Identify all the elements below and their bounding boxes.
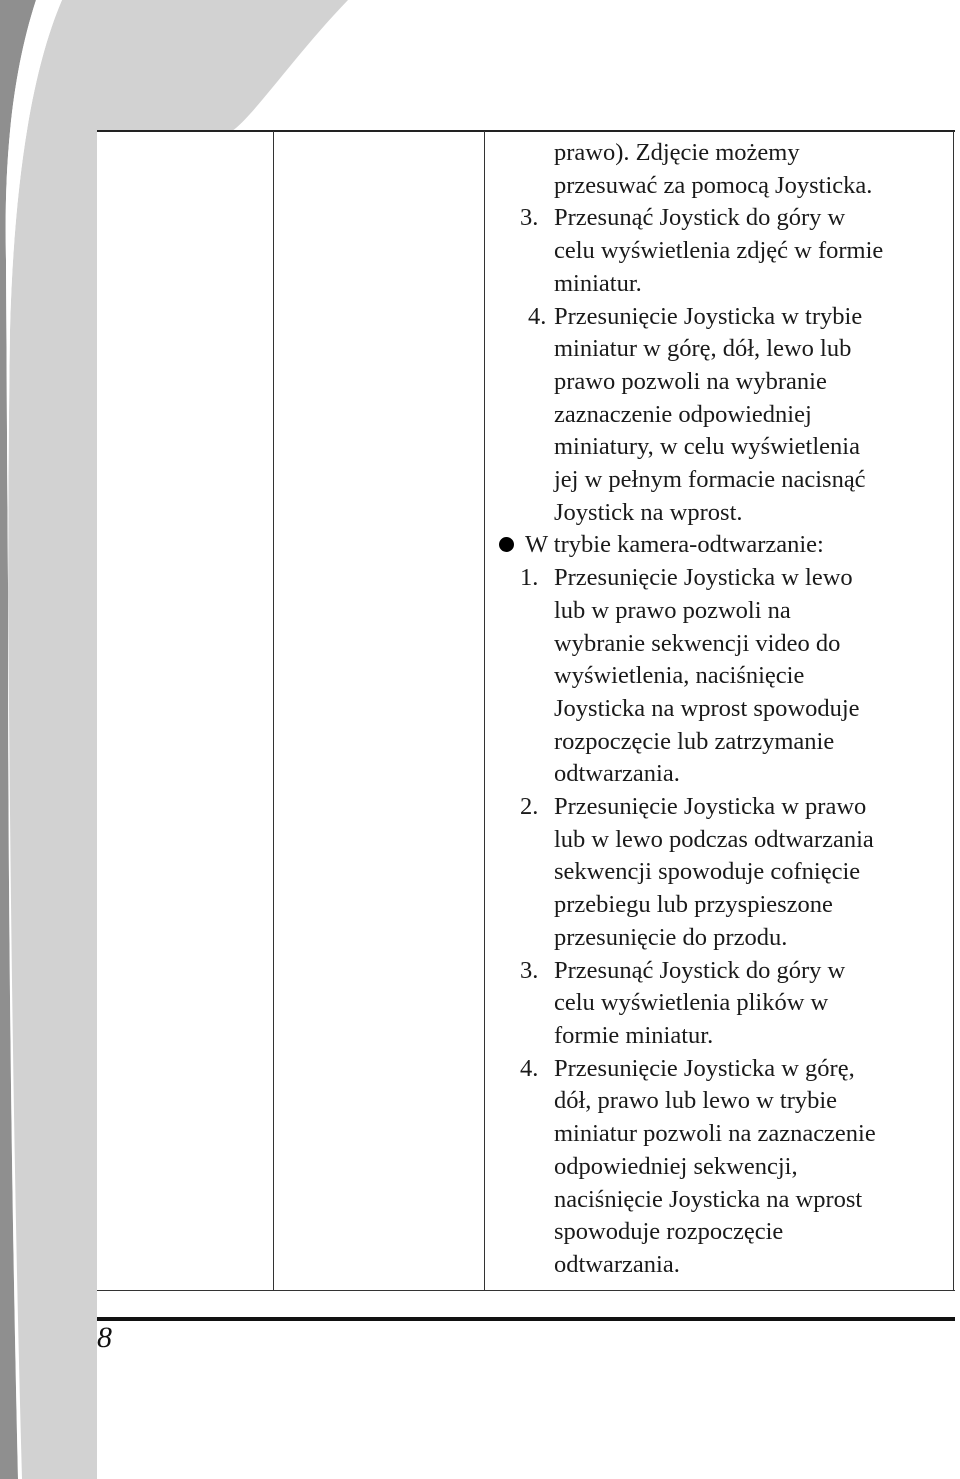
continued-paragraph (498, 137, 950, 202)
text-line: miniatur. (554, 269, 642, 297)
text-line: sekwencji spowoduje cofnięcie (554, 858, 861, 886)
text-line: przesuwać za pomocą Joysticka. (554, 171, 873, 199)
text-line: odpowiedniej sekwencji, (554, 1152, 798, 1180)
text-line: Joysticka na wprost spowoduje (554, 694, 860, 722)
text-line: Przesunięcie Joysticka w prawo (554, 793, 867, 821)
text-line: naciśnięcie Joysticka na wprost (554, 1185, 863, 1213)
table-right-border (953, 131, 954, 1291)
video-step-4 (498, 1053, 950, 1282)
table-bottom-rule (97, 1290, 955, 1291)
text-line: Przesunąć Joystick do góry w (554, 204, 846, 232)
text-line: spowoduje rozpoczęcie (554, 1218, 784, 1246)
table-column-divider (273, 131, 274, 1291)
text-line: przesunięcie do przodu. (554, 923, 788, 951)
text-line: Joystick na wprost. (554, 498, 743, 526)
page-number: 8 (97, 1321, 112, 1354)
text-line: zaznaczenie odpowiedniej (554, 400, 812, 428)
text-line: odtwarzania. (554, 760, 680, 788)
video-step-3 (498, 955, 950, 1053)
step-number: 2. (520, 793, 539, 821)
text-line: formie miniatur. (554, 1021, 714, 1049)
text-line: jej w pełnym formacie nacisnąć (554, 466, 866, 494)
text-line: wyświetlenia, naciśnięcie (554, 662, 805, 690)
bullet-icon (499, 537, 514, 552)
step-number: 1. (520, 564, 539, 592)
text-line: miniatur w górę, dół, lewo lub (554, 335, 852, 363)
table-top-rule (97, 130, 955, 132)
text-line: Przesunięcie Joysticka w górę, (554, 1054, 855, 1082)
step-number: 4. (528, 302, 547, 330)
text-line: Przesunąć Joystick do góry w (554, 956, 846, 984)
text-line: prawo pozwoli na wybranie (554, 367, 827, 395)
text-line: dół, prawo lub lewo w trybie (554, 1087, 838, 1115)
video-step-1 (498, 562, 950, 791)
table-column-divider (484, 131, 485, 1291)
text-line: prawo). Zdjęcie możemy (554, 139, 800, 166)
photo-step-4 (498, 301, 950, 530)
text-line: miniatury, w celu wyświetlenia (554, 433, 860, 461)
text-line: lub w prawo pozwoli na (554, 596, 791, 624)
text-line: celu wyświetlenia plików w (554, 989, 829, 1017)
text-line: miniatur pozwoli na zaznaczenie (554, 1120, 876, 1148)
text-line: celu wyświetlenia zdjęć w formie (554, 237, 884, 265)
text-line: odtwarzania. (554, 1250, 680, 1278)
text-line: Przesunięcie Joysticka w trybie (554, 302, 863, 330)
text-line: Przesunięcie Joysticka w lewo (554, 564, 853, 592)
instructions-cell (498, 137, 950, 1282)
photo-step-3 (498, 202, 950, 300)
step-number: 3. (520, 956, 539, 984)
text-line: lub w lewo podczas odtwarzania (554, 825, 874, 853)
section-heading-video-playback (498, 529, 950, 562)
section-heading-text: W trybie kamera-odtwarzanie: (525, 531, 824, 559)
text-line: przebiegu lub przyspieszone (554, 891, 833, 919)
footer-rule (97, 1317, 955, 1321)
video-step-2 (498, 791, 950, 955)
step-number: 4. (520, 1054, 539, 1082)
text-line: rozpoczęcie lub zatrzymanie (554, 727, 835, 755)
text-line: wybranie sekwencji video do (554, 629, 841, 657)
step-number: 3. (520, 204, 539, 232)
